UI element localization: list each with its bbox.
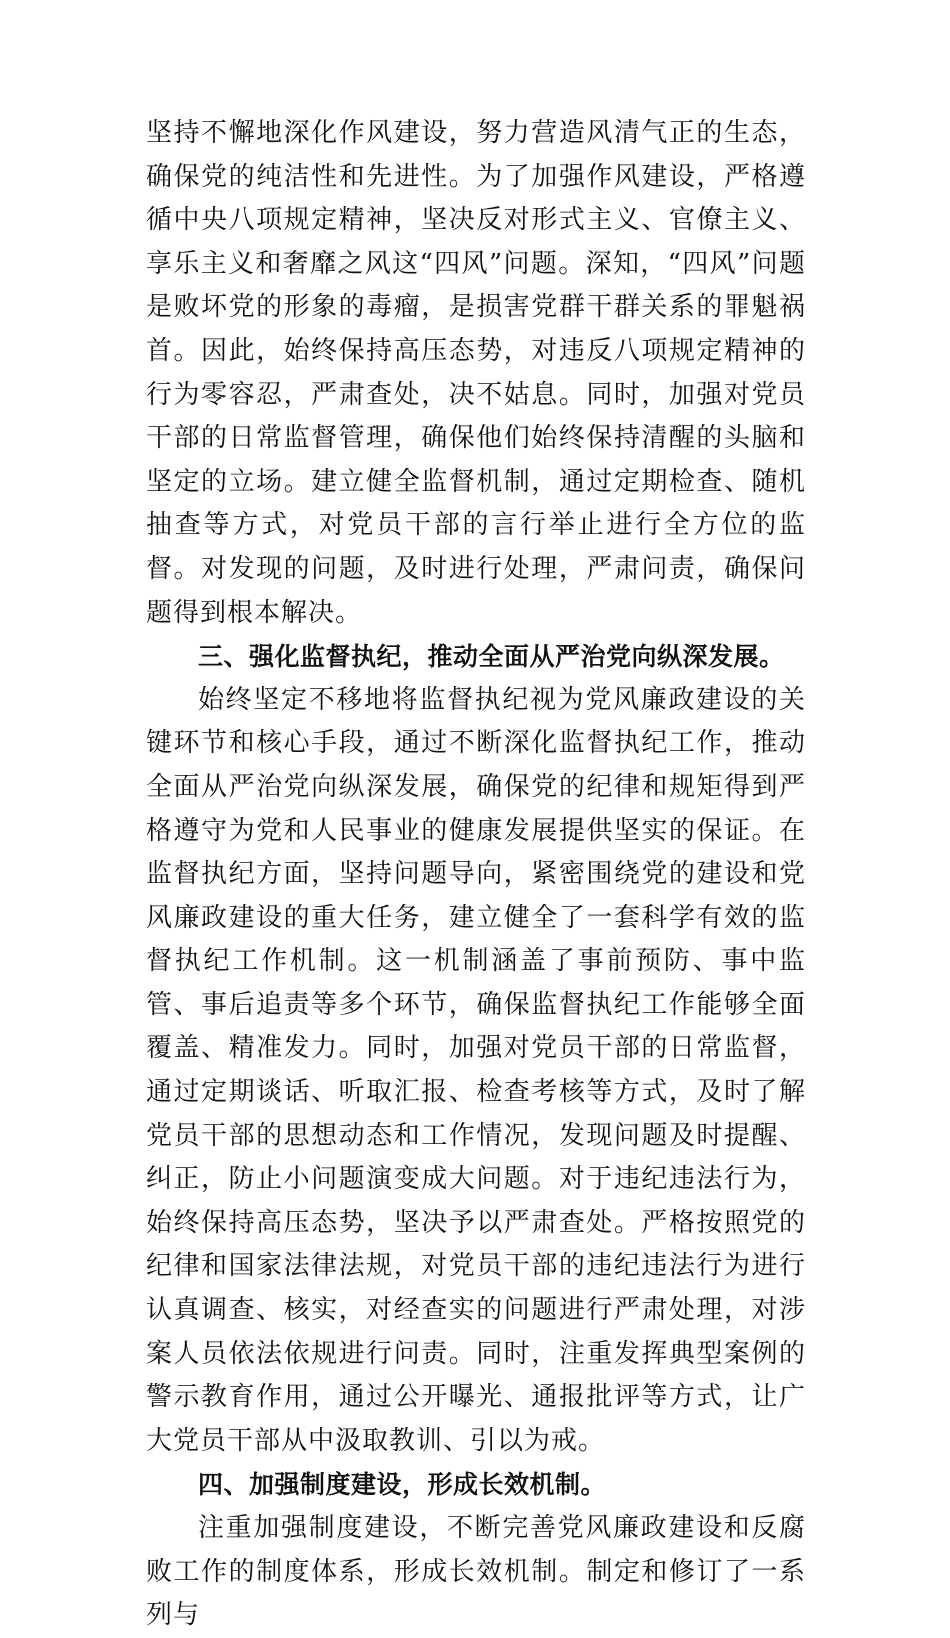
section-heading: 三、强化监督执纪，推动全面从严治党向纵深发展。	[198, 642, 785, 672]
body-paragraph: 注重加强制度建设，不断完善党风廉政建设和反腐败工作的制度体系，形成长效机制。制定和修订了一系列与	[146, 1513, 806, 1631]
body-paragraph: 坚持不懈地深化作风建设，努力营造风清气正的生态，确保党的纯洁性和先进性。为了加强作风建设，严格遵循中央八项规定精神，坚决反对形式主义、官僚主义、享乐主义和奢靡之风这“四风”问题。深知，“四风”问题是败坏党的形象的毒瘤，是损害党群干群关系的罪魁祸首。因此，始终保持高压态势，对违反八项规定精神的行为零容忍，严肃查处，决不姑息。同时，加强对党员干部的日常监督管理，确保他们始终保持清醒的头脑和坚定的立场。建立健全监督机制，通过定期检查、随机抽查等方式，对党员干部的言行举止进行全方位的监督。对发现的问题，及时进行处理，严肃问责，确保问题得到根本解决。	[146, 118, 806, 628]
body-paragraph: 始终坚定不移地将监督执纪视为党风廉政建设的关键环节和核心手段，通过不断深化监督执纪工作，推动全面从严治党向纵深发展，确保党的纪律和规矩得到严格遵守为党和人民事业的健康发展提供坚实的保证。在监督执纪方面，坚持问题导向，紧密围绕党的建设和党风廉政建设的重大任务，建立健全了一套科学有效的监督执纪工作机制。这一机制涵盖了事前预防、事中监管、事后追责等多个环节，确保监督执纪工作能够全面覆盖、精准发力。同时，加强对党员干部的日常监督，通过定期谈话、听取汇报、检查考核等方式，及时了解党员干部的思想动态和工作情况，发现问题及时提醒、纠正，防止小问题演变成大问题。对于违纪违法行为，始终保持高压态势，坚决予以严肃查处。严格按照党的纪律和国家法律法规，对党员干部的违纪违法行为进行认真调查、核实，对经查实的问题进行严肃处理，对涉案人员依法依规进行问责。同时，注重发挥典型案例的警示教育作用，通过公开曝光、通报批评等方式，让广大党员干部从中汲取教训、引以为戒。	[146, 684, 806, 1456]
document-page	[146, 112, 806, 1638]
section-heading: 四、加强制度建设，形成长效机制。	[198, 1470, 607, 1500]
